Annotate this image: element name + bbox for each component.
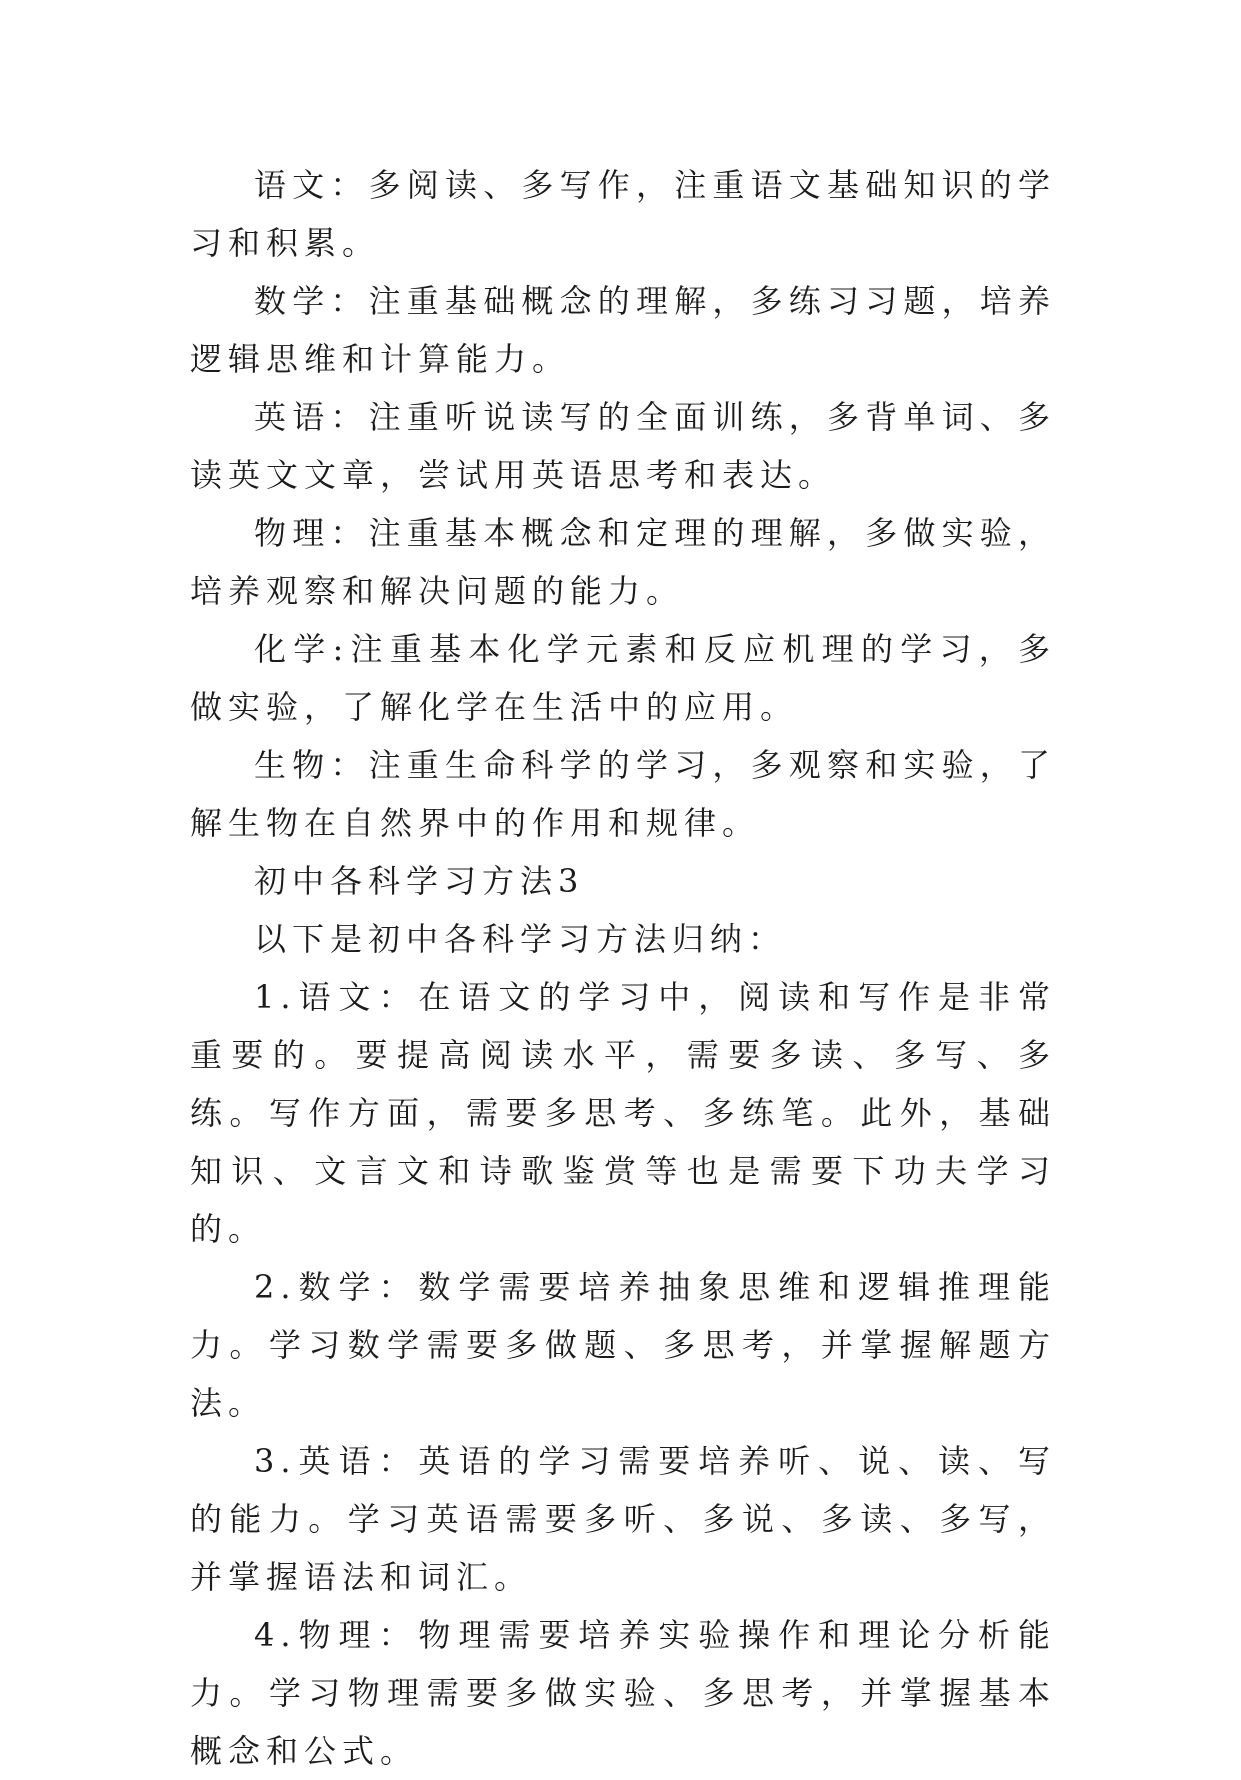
list-item-english: 3.英语：英语的学习需要培养听、说、读、写的能力。学习英语需要多听、多说、多读、多写，并掌握语法和词汇。 xyxy=(190,1442,1056,1596)
paragraph-english: 英语：注重听说读写的全面训练，多背单词、多读英文文章，尝试用英语思考和表达。 xyxy=(190,398,1056,494)
section-intro: 以下是初中各科学习方法归纳： xyxy=(254,920,787,958)
paragraph-chinese: 语文：多阅读、多写作，注重语文基础知识的学习和积累。 xyxy=(190,166,1056,262)
paragraph-chemistry: 化学:注重基本化学元素和反应机理的学习，多做实验，了解化学在生活中的应用。 xyxy=(190,630,1056,726)
section-heading: 初中各科学习方法3 xyxy=(254,862,585,900)
paragraph-math: 数学：注重基础概念的理解，多练习习题，培养逻辑思维和计算能力。 xyxy=(190,282,1056,378)
list-item-chinese: 1.语文：在语文的学习中，阅读和写作是非常重要的。要提高阅读水平，需要多读、多写、多练。写作方面，需要多思考、多练笔。此外，基础知识、文言文和诗歌鉴赏等也是需要下功夫学习的。 xyxy=(190,978,1056,1248)
list-item-physics: 4.物理：物理需要培养实验操作和理论分析能力。学习物理需要多做实验、多思考，并掌握基本概念和公式。 xyxy=(190,1616,1056,1770)
list-item-math: 2.数学：数学需要培养抽象思维和逻辑推理能力。学习数学需要多做题、多思考，并掌握解题方法。 xyxy=(190,1268,1056,1422)
paragraph-biology: 生物：注重生命科学的学习，多观察和实验，了解生物在自然界中的作用和规律。 xyxy=(190,746,1056,842)
paragraph-physics: 物理：注重基本概念和定理的理解，多做实验，培养观察和解决问题的能力。 xyxy=(190,514,1056,610)
document-body xyxy=(190,156,1056,1780)
